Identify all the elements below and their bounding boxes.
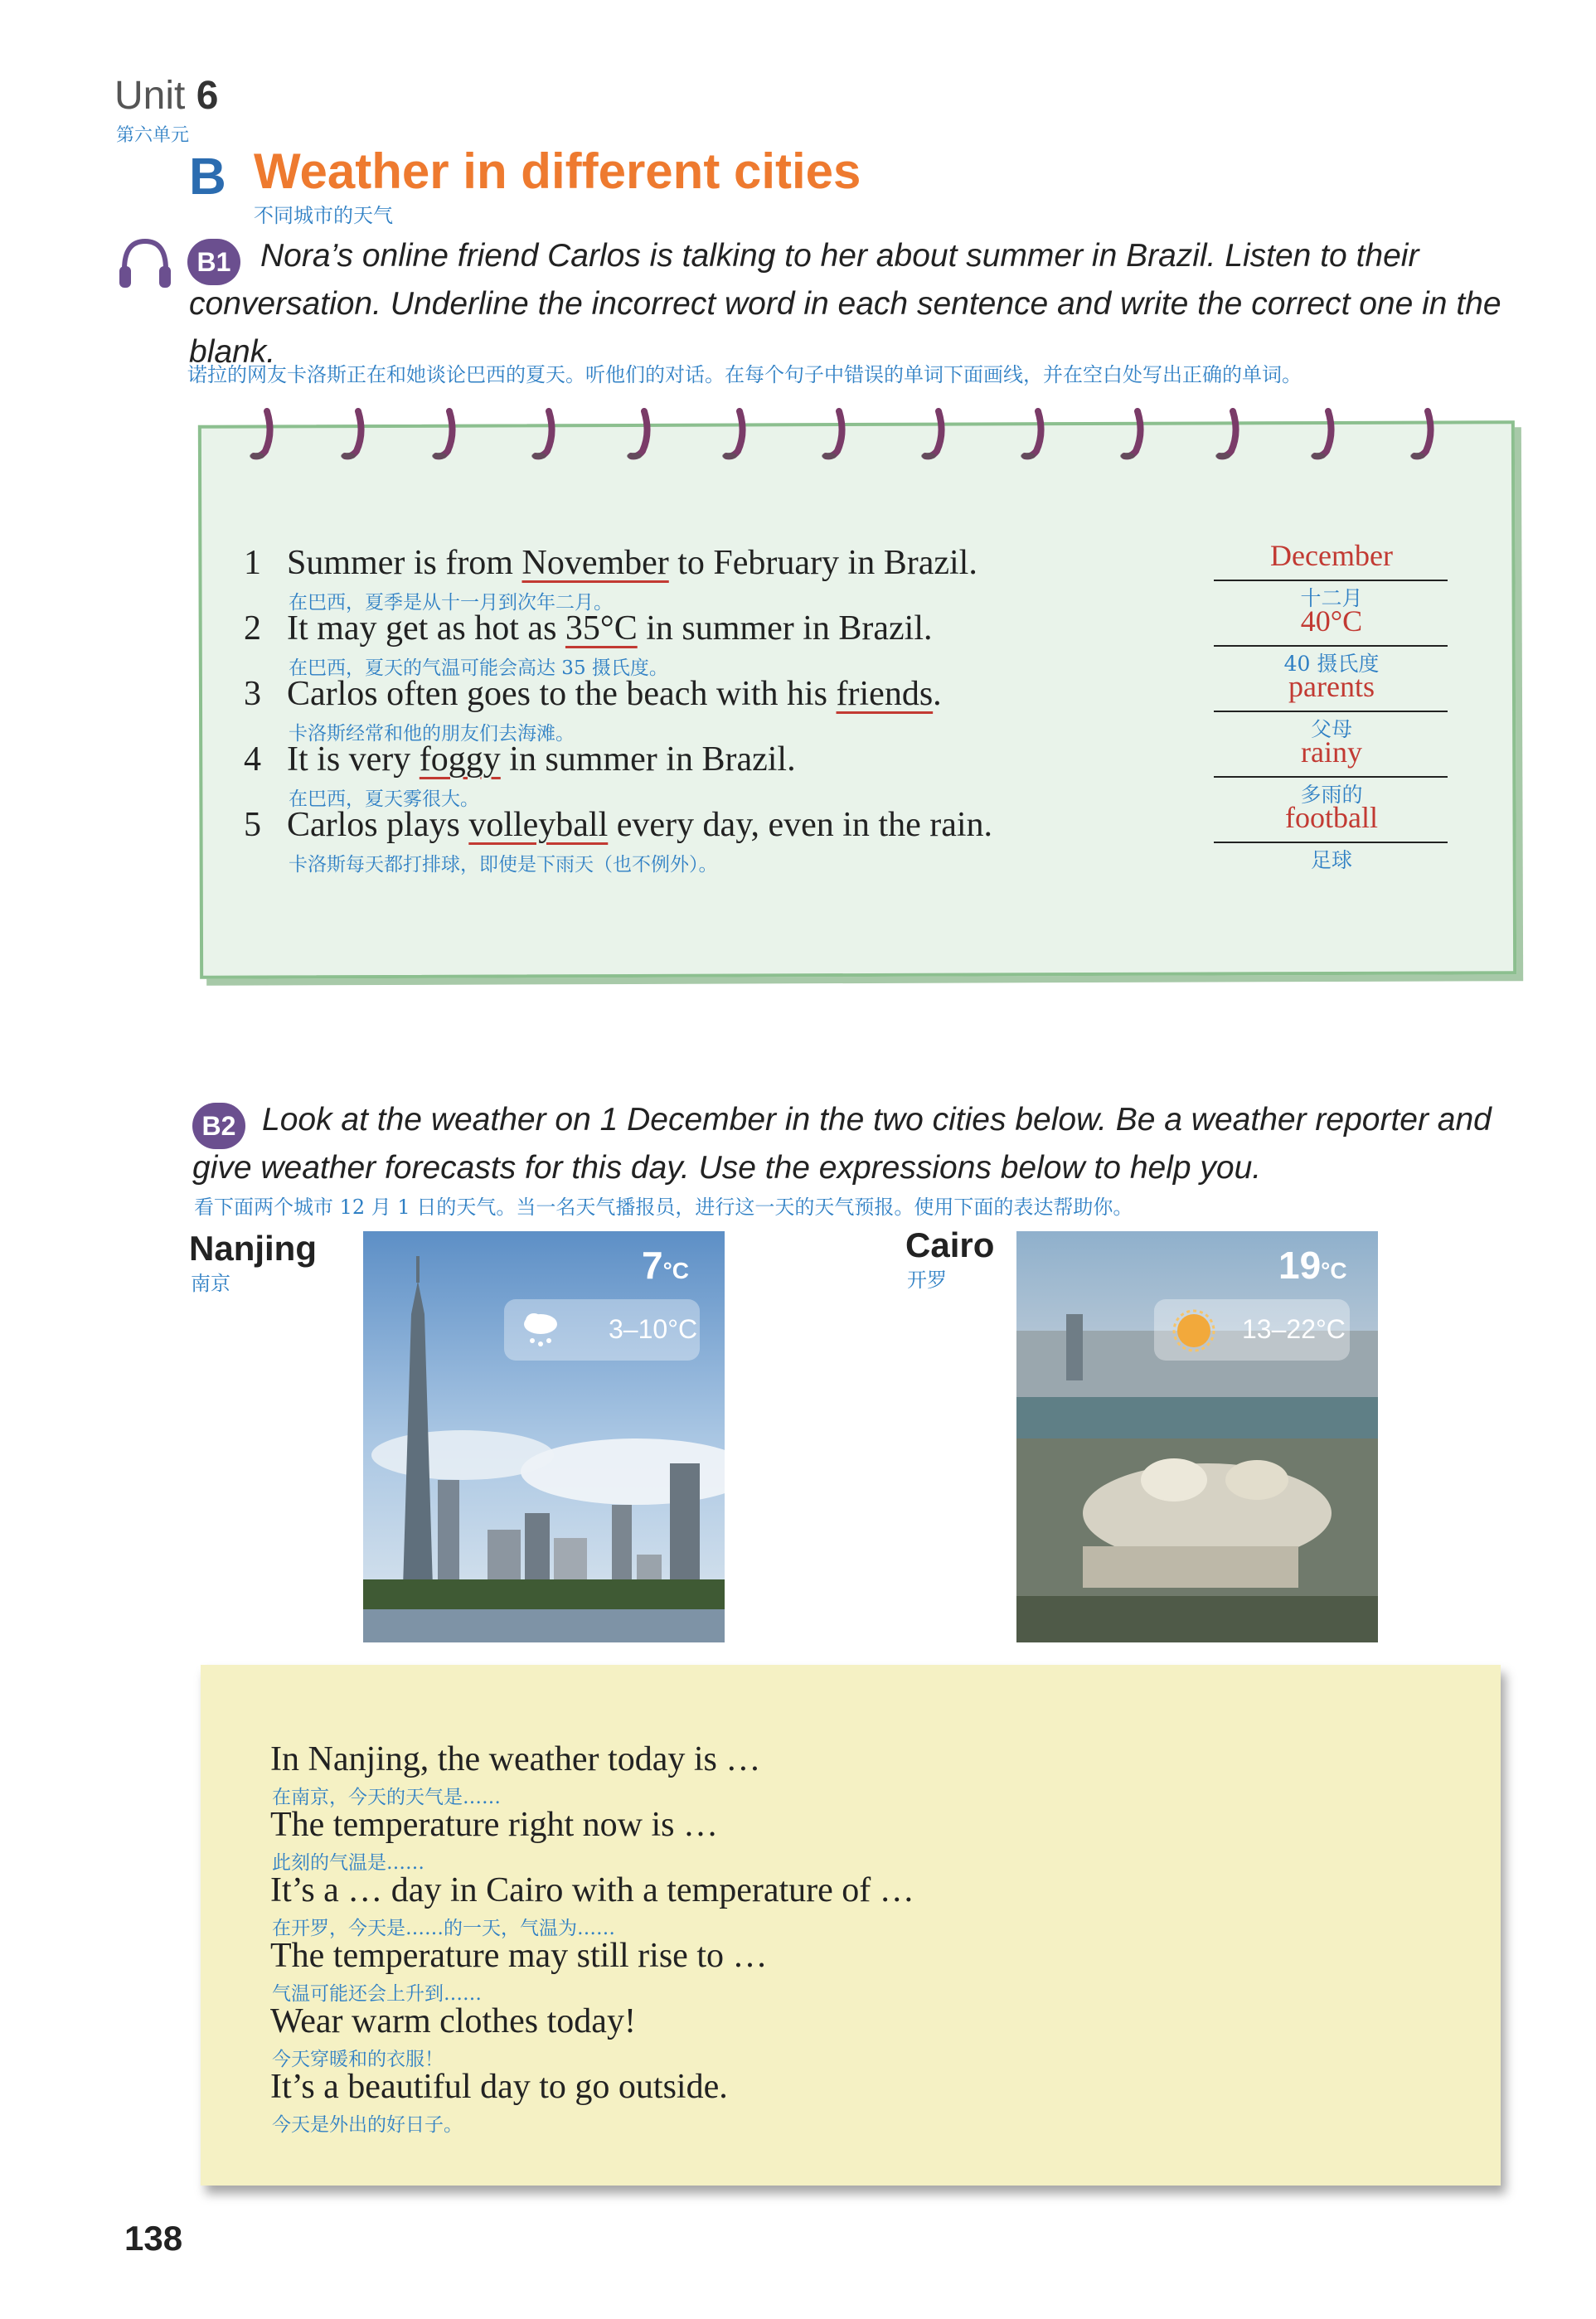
- sentence-text: every day, even in the rain.: [608, 806, 993, 844]
- answer-text: December: [1270, 539, 1393, 572]
- item-sentence-cn: 卡洛斯经常和他的朋友们去海滩。: [289, 723, 575, 745]
- notebook-ring: [340, 408, 368, 461]
- notebook-ring: [821, 408, 849, 461]
- expression-text: The temperature right now is …: [270, 1806, 719, 1844]
- unit-label: Unit 6: [114, 74, 219, 118]
- cairo-temp-range: 13–22°C: [1242, 1314, 1346, 1344]
- item-sentence-cn: 在巴西，夏季是从十一月到次年二月。: [289, 592, 613, 614]
- answer-text-cn: 足球: [1310, 848, 1352, 872]
- underlined-incorrect-word: foggy: [419, 740, 501, 779]
- item-sentence: [287, 740, 796, 779]
- page-number: 138: [124, 2219, 183, 2258]
- answer-blank-line: [1214, 776, 1448, 778]
- b2-badge: B2: [192, 1103, 245, 1149]
- expression-text: Wear warm clothes today!: [270, 2002, 636, 2040]
- notebook-ring: [1310, 408, 1338, 461]
- sentence-text: in summer in Brazil.: [637, 609, 933, 648]
- nanjing-skyline-image: [363, 1231, 725, 1642]
- answer-text-cn: 多雨的: [1300, 783, 1363, 807]
- notebook-ring: [531, 408, 559, 461]
- expression-text-cn: 在南京，今天的天气是……: [272, 1787, 501, 1808]
- answer-text: 40°C: [1300, 604, 1363, 638]
- unit-label-cn: 第六单元: [116, 125, 190, 146]
- answer-text: football: [1285, 801, 1378, 834]
- sentence-text: .: [933, 675, 942, 713]
- expression-text: The temperature may still rise to …: [270, 1937, 768, 1975]
- expression-text: In Nanjing, the weather today is …: [270, 1740, 761, 1778]
- sentence-text: It may get as hot as: [287, 609, 565, 648]
- notebook-ring: [249, 408, 277, 461]
- b1-instruction-cn: 诺拉的网友卡洛斯正在和她谈论巴西的夏天。听他们的对话。在每个句子中错误的单词下面画线，并在空白处写出正确的单词。: [187, 363, 1302, 386]
- sentence-text: It is very: [287, 740, 420, 779]
- item-sentence: [287, 543, 977, 583]
- b2-instruction-cn: 看下面两个城市 12 月 1 日的天气。当一名天气播报员，进行这一天的天气预报。使用下面的表达帮助你。: [194, 1196, 1133, 1219]
- item-sentence: [287, 674, 942, 714]
- underlined-incorrect-word: friends: [836, 675, 934, 713]
- item-sentence-cn: 在巴西，夏天雾很大。: [289, 788, 479, 810]
- underlined-incorrect-word: November: [521, 544, 669, 582]
- cloud-snow-icon: [517, 1306, 564, 1352]
- city-name-nanjing: Nanjing: [189, 1229, 317, 1268]
- expression-text-cn: 气温可能还会上升到……: [272, 1983, 482, 2005]
- notebook-ring: [920, 408, 948, 461]
- answer-text: parents: [1288, 670, 1375, 703]
- b1-badge: B1: [187, 239, 240, 285]
- city-name-cairo: Cairo: [905, 1225, 995, 1264]
- expression-text-cn: 在开罗，今天是……的一天，气温为……: [272, 1918, 615, 1939]
- item-sentence-cn: 在巴西，夏天的气温可能会高达 35 摄氏度。: [289, 657, 668, 679]
- underlined-incorrect-word: volleyball: [468, 806, 609, 844]
- headphones-icon: [116, 236, 174, 291]
- expression-text: It’s a beautiful day to go outside.: [270, 2068, 728, 2106]
- section-letter: B: [189, 148, 226, 206]
- notebook-ring: [1409, 408, 1438, 461]
- cairo-city-image: [1016, 1231, 1378, 1642]
- item-sentence: [287, 805, 992, 845]
- answer-text: rainy: [1301, 735, 1362, 769]
- cairo-photo: [1016, 1231, 1378, 1642]
- item-number: 1: [244, 544, 261, 582]
- item-sentence-cn: 卡洛斯每天都打排球，即使是下雨天（也不例外）。: [289, 854, 718, 876]
- nanjing-photo: [363, 1231, 725, 1642]
- answer-blank-line: [1214, 711, 1448, 712]
- answer-text-cn: 父母: [1310, 717, 1352, 741]
- item-number: 3: [244, 675, 261, 713]
- item-sentence: [287, 609, 933, 648]
- sentence-text: Summer is from: [287, 544, 522, 582]
- city-name-nanjing-cn: 南京: [191, 1272, 230, 1295]
- notebook-ring: [721, 408, 749, 461]
- sentence-text: to February in Brazil.: [668, 544, 977, 582]
- sentence-text: in summer in Brazil.: [500, 740, 796, 779]
- notebook-ring: [626, 408, 654, 461]
- sun-icon: [1169, 1306, 1219, 1356]
- sentence-text: Carlos often goes to the beach with his: [287, 675, 837, 713]
- b1-instruction: Nora’s online friend Carlos is talking to her about summer in Brazil. Listen to their conversation. Underline the incorrect word in each sentence and write the correct one in the blank.: [189, 238, 1501, 370]
- answer-text-cn: 十二月: [1300, 586, 1363, 610]
- expression-text-cn: 今天是外出的好日子。: [272, 2114, 463, 2136]
- expression-text-cn: 此刻的气温是……: [272, 1852, 424, 1874]
- answer-blank-line: [1214, 645, 1448, 647]
- cairo-current-temp: 19°C: [1278, 1244, 1347, 1287]
- notebook-ring: [1119, 408, 1147, 461]
- answer-text-cn: 40 摄氏度: [1283, 652, 1380, 676]
- answer-blank-line: [1214, 580, 1448, 581]
- notebook-ring: [431, 408, 459, 461]
- expression-text-cn: 今天穿暖和的衣服！: [272, 2049, 444, 2070]
- city-name-cairo-cn: 开罗: [907, 1269, 947, 1292]
- item-number: 2: [244, 609, 261, 648]
- expression-text: It’s a … day in Cairo with a temperature of …: [270, 1871, 914, 1909]
- notebook-ring: [1020, 408, 1048, 461]
- b2-instruction: Look at the weather on 1 December in the two cities below. Be a weather reporter and give weather forecasts for this day. Use the expressions below to help you.: [192, 1102, 1492, 1186]
- section-title: Weather in different cities: [254, 143, 861, 199]
- item-number: 4: [244, 740, 261, 779]
- item-number: 5: [244, 806, 261, 844]
- nanjing-current-temp: 7°C: [642, 1244, 690, 1287]
- answer-blank-line: [1214, 842, 1448, 843]
- notebook-ring: [1215, 408, 1243, 461]
- section-title-cn: 不同城市的天气: [254, 204, 393, 227]
- underlined-incorrect-word: 35°C: [565, 609, 638, 648]
- nanjing-temp-range: 3–10°C: [609, 1314, 698, 1344]
- sentence-text: Carlos plays: [287, 806, 469, 844]
